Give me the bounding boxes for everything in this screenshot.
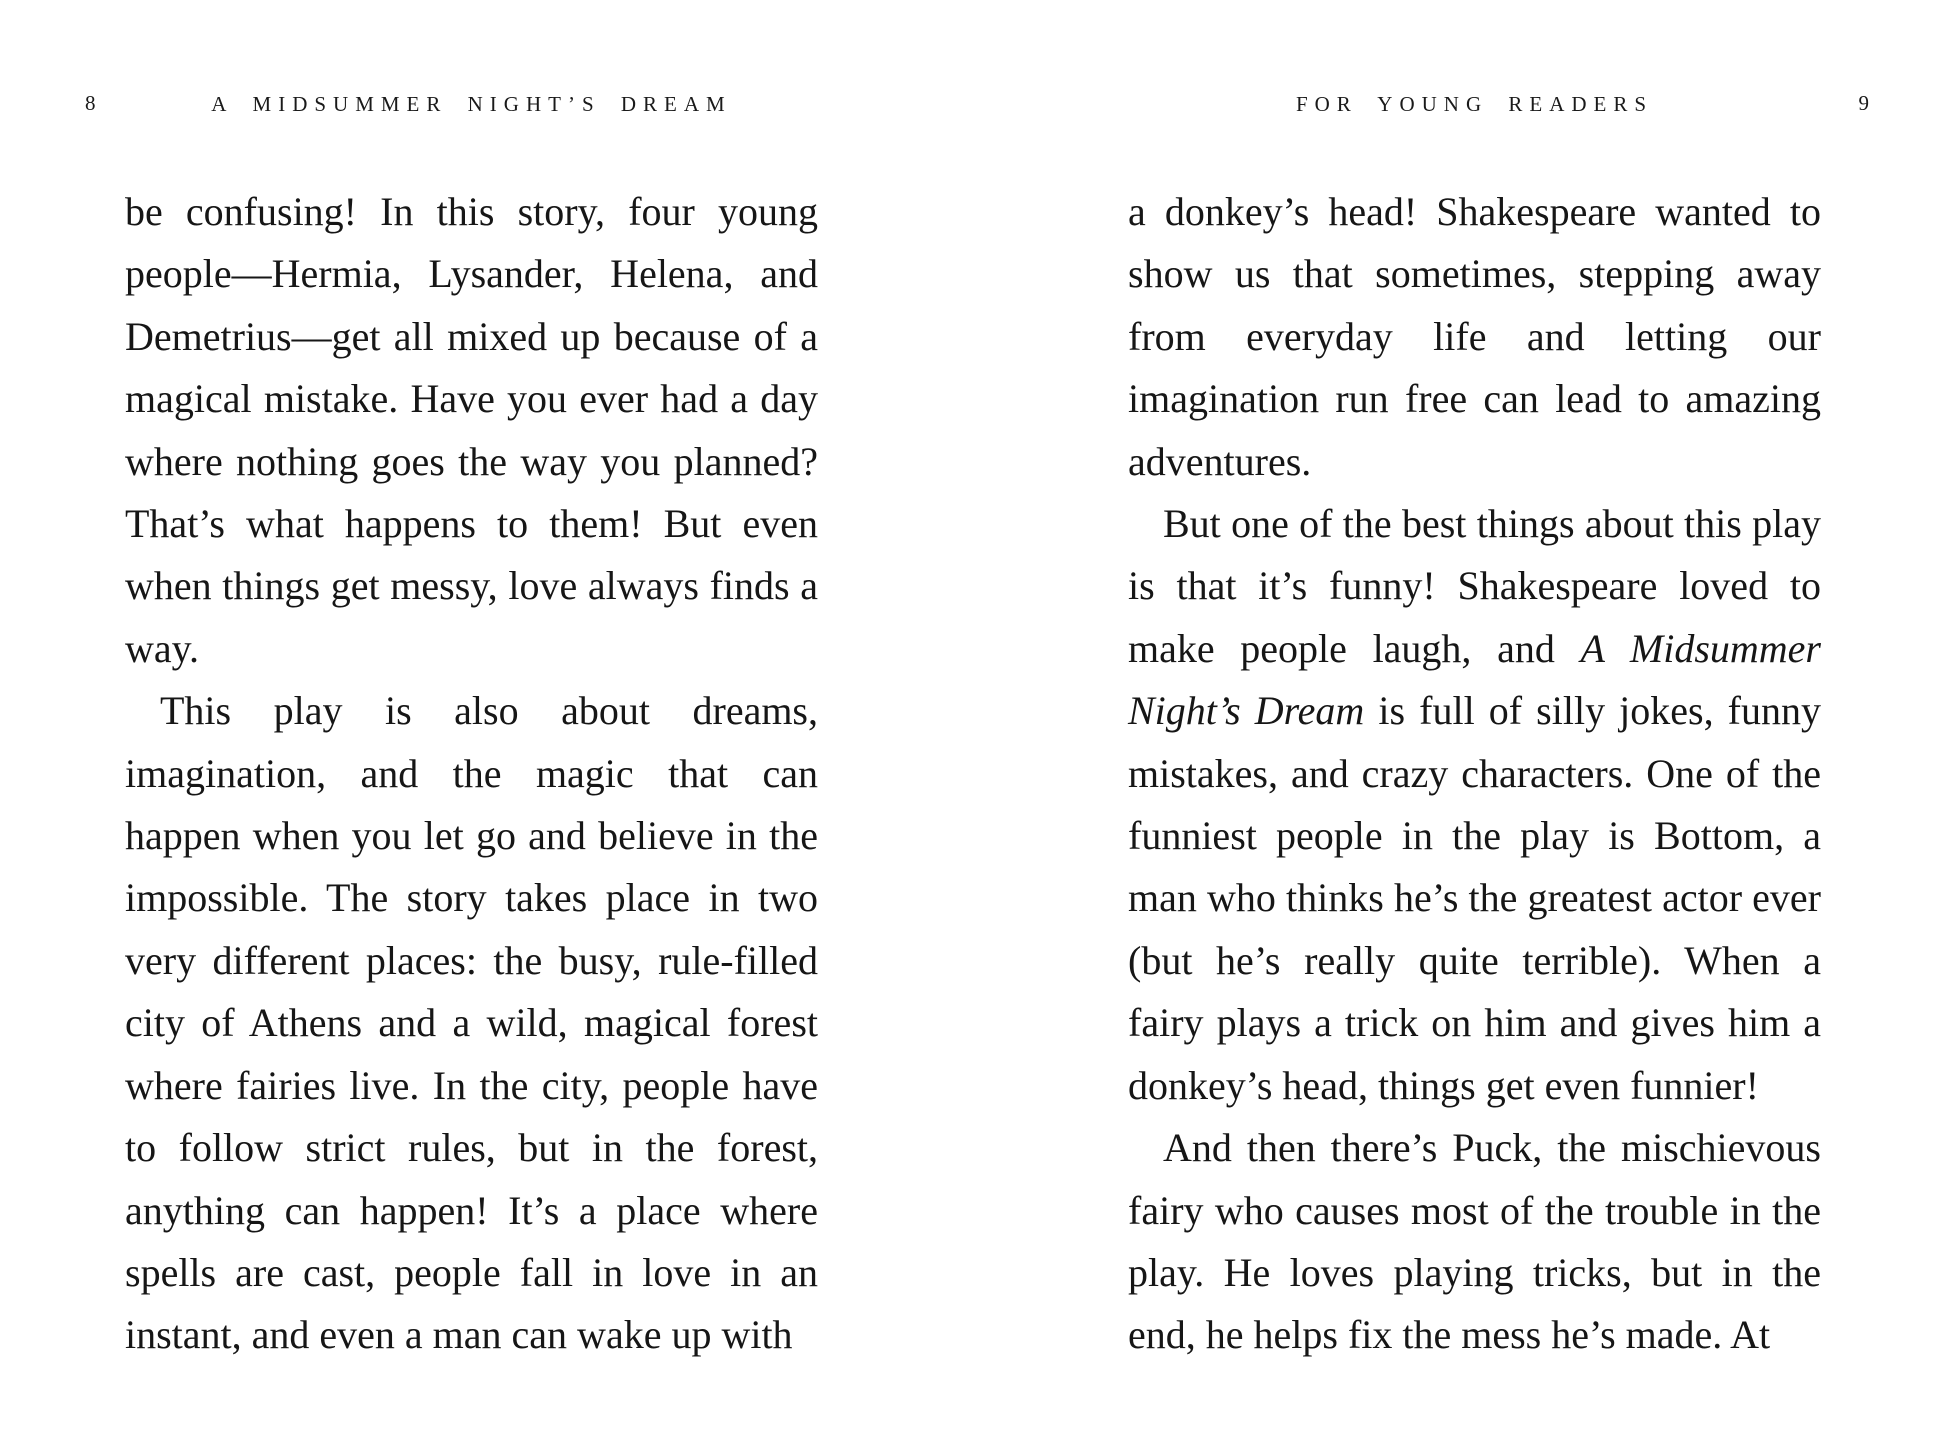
paragraph bbox=[125, 680, 818, 1366]
text-segment: But one of the best things about this play is that it’s funny! Shakespeare loved to make people laugh, and bbox=[1128, 501, 1821, 671]
paragraph bbox=[125, 181, 818, 680]
paragraph bbox=[1128, 181, 1821, 493]
page-number-right: 9 bbox=[1858, 91, 1869, 115]
book-title-italic: A Midsummer Night’s Dream bbox=[1128, 625, 1821, 734]
page-body-right bbox=[1128, 181, 1821, 1367]
text-segment: is full of silly jokes, funny mistakes, and crazy characters. One of the funniest people in the play is Bottom, a man who thinks he’s the greatest actor ever (but he’s really quite terrible). When a fairy plays a trick on him and gives him a donkey’s head, things get even funnier! bbox=[1128, 688, 1821, 1108]
page-body-left bbox=[125, 181, 818, 1367]
paragraph bbox=[1128, 1117, 1821, 1367]
page-number-left: 8 bbox=[85, 91, 96, 115]
text-segment: a donkey’s head! Shakespeare wanted to show us that sometimes, stepping away from everyday life and letting our imagination run free can lead to amazing adventures. bbox=[1128, 189, 1821, 484]
paragraph bbox=[1128, 493, 1821, 1117]
text-segment: This play is also about dreams, imagination, and the magic that can happen when you let go and believe in the impossible. The story takes place in two very different places: the busy, rule-filled city of Athens and a wild, magical forest where fairies live. In the city, people have to follow strict rules, but in the forest, anything can happen! It’s a place where spells are cast, people fall in love in an instant, and even a man can wake up with bbox=[125, 688, 818, 1358]
running-head-left: A MIDSUMMER NIGHT’S DREAM bbox=[211, 92, 732, 116]
text-segment: be confusing! In this story, four young people—Hermia, Lysander, Helena, and Demetrius—get all mixed up because of a magical mistake. Have you ever had a day where nothing goes the way you planned? That’s what happens to them! But even when things get messy, love always finds a way. bbox=[125, 189, 818, 671]
running-head-right: FOR YOUNG READERS bbox=[1295, 92, 1654, 116]
text-segment: And then there’s Puck, the mischievous fairy who causes most of the trouble in the play. He loves playing tricks, but in the end, he helps fix the mess he’s made. At bbox=[1128, 1125, 1821, 1358]
